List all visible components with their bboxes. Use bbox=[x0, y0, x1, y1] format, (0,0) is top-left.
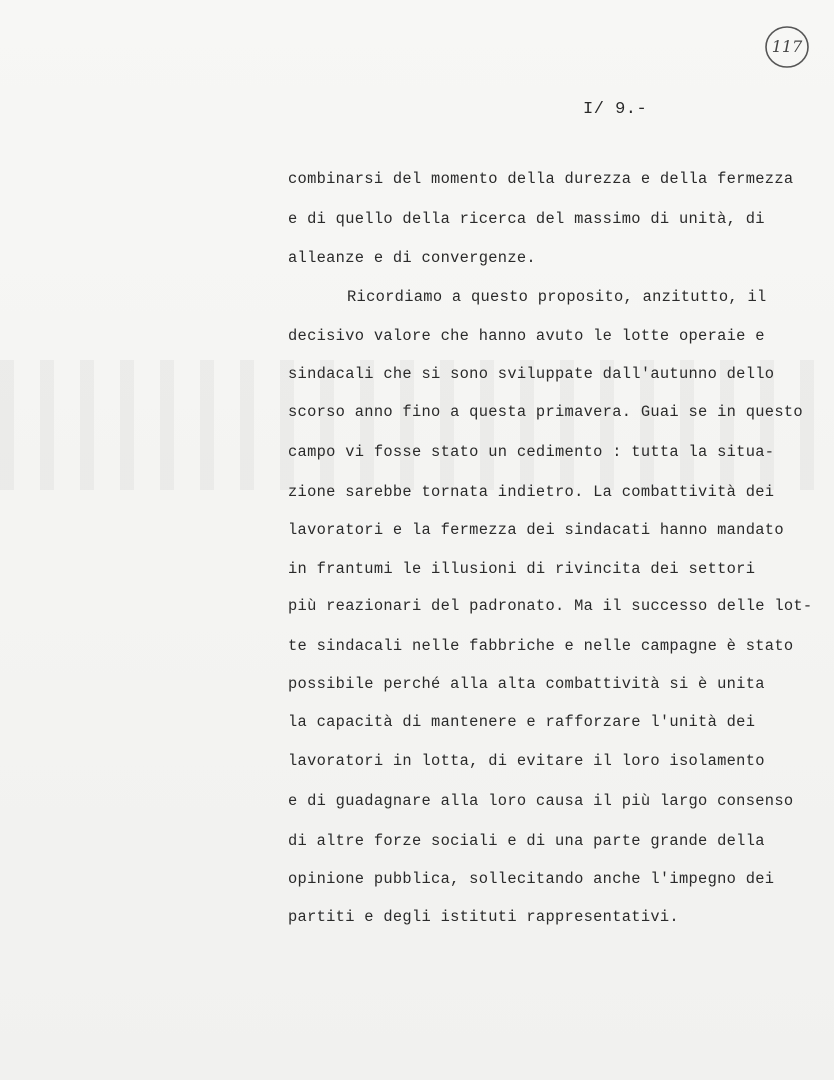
text-line: e di quello della ricerca del massimo di unità, di bbox=[288, 210, 765, 228]
text-line: te sindacali nelle fabbriche e nelle campagne è stato bbox=[288, 637, 794, 655]
text-line: combinarsi del momento della durezza e della fermezza bbox=[288, 170, 794, 188]
text-line: lavoratori e la fermezza dei sindacati hanno mandato bbox=[288, 521, 784, 539]
text-line: più reazionari del padronato. Ma il successo delle lot- bbox=[288, 597, 813, 615]
text-line: di altre forze sociali e di una parte grande della bbox=[288, 832, 765, 850]
text-line: sindacali che si sono sviluppate dall'autunno dello bbox=[288, 365, 775, 383]
text-line: zione sarebbe tornata indietro. La combattività dei bbox=[288, 483, 775, 501]
text-line: scorso anno fino a questa primavera. Guai se in questo bbox=[288, 403, 803, 421]
text-line: lavoratori in lotta, di evitare il loro isolamento bbox=[288, 752, 765, 770]
text-line: Ricordiamo a questo proposito, anzitutto, il bbox=[347, 288, 767, 306]
text-line: opinione pubblica, sollecitando anche l'impegno dei bbox=[288, 870, 775, 888]
archive-stamp-number: 117 bbox=[771, 37, 803, 56]
text-line: campo vi fosse stato un cedimento : tutta la situa- bbox=[288, 443, 775, 461]
text-line: e di guadagnare alla loro causa il più largo consenso bbox=[288, 792, 794, 810]
text-line: possibile perché alla alta combattività si è unita bbox=[288, 675, 765, 693]
text-line: partiti e degli istituti rappresentativi. bbox=[288, 908, 679, 926]
page-number: I/ 9.- bbox=[583, 100, 648, 119]
text-line: in frantumi le illusioni di rivincita dei settori bbox=[288, 560, 756, 578]
text-line: alleanze e di convergenze. bbox=[288, 249, 536, 267]
text-line: decisivo valore che hanno avuto le lotte operaie e bbox=[288, 327, 765, 345]
text-line: la capacità di mantenere e rafforzare l'unità dei bbox=[288, 713, 756, 731]
